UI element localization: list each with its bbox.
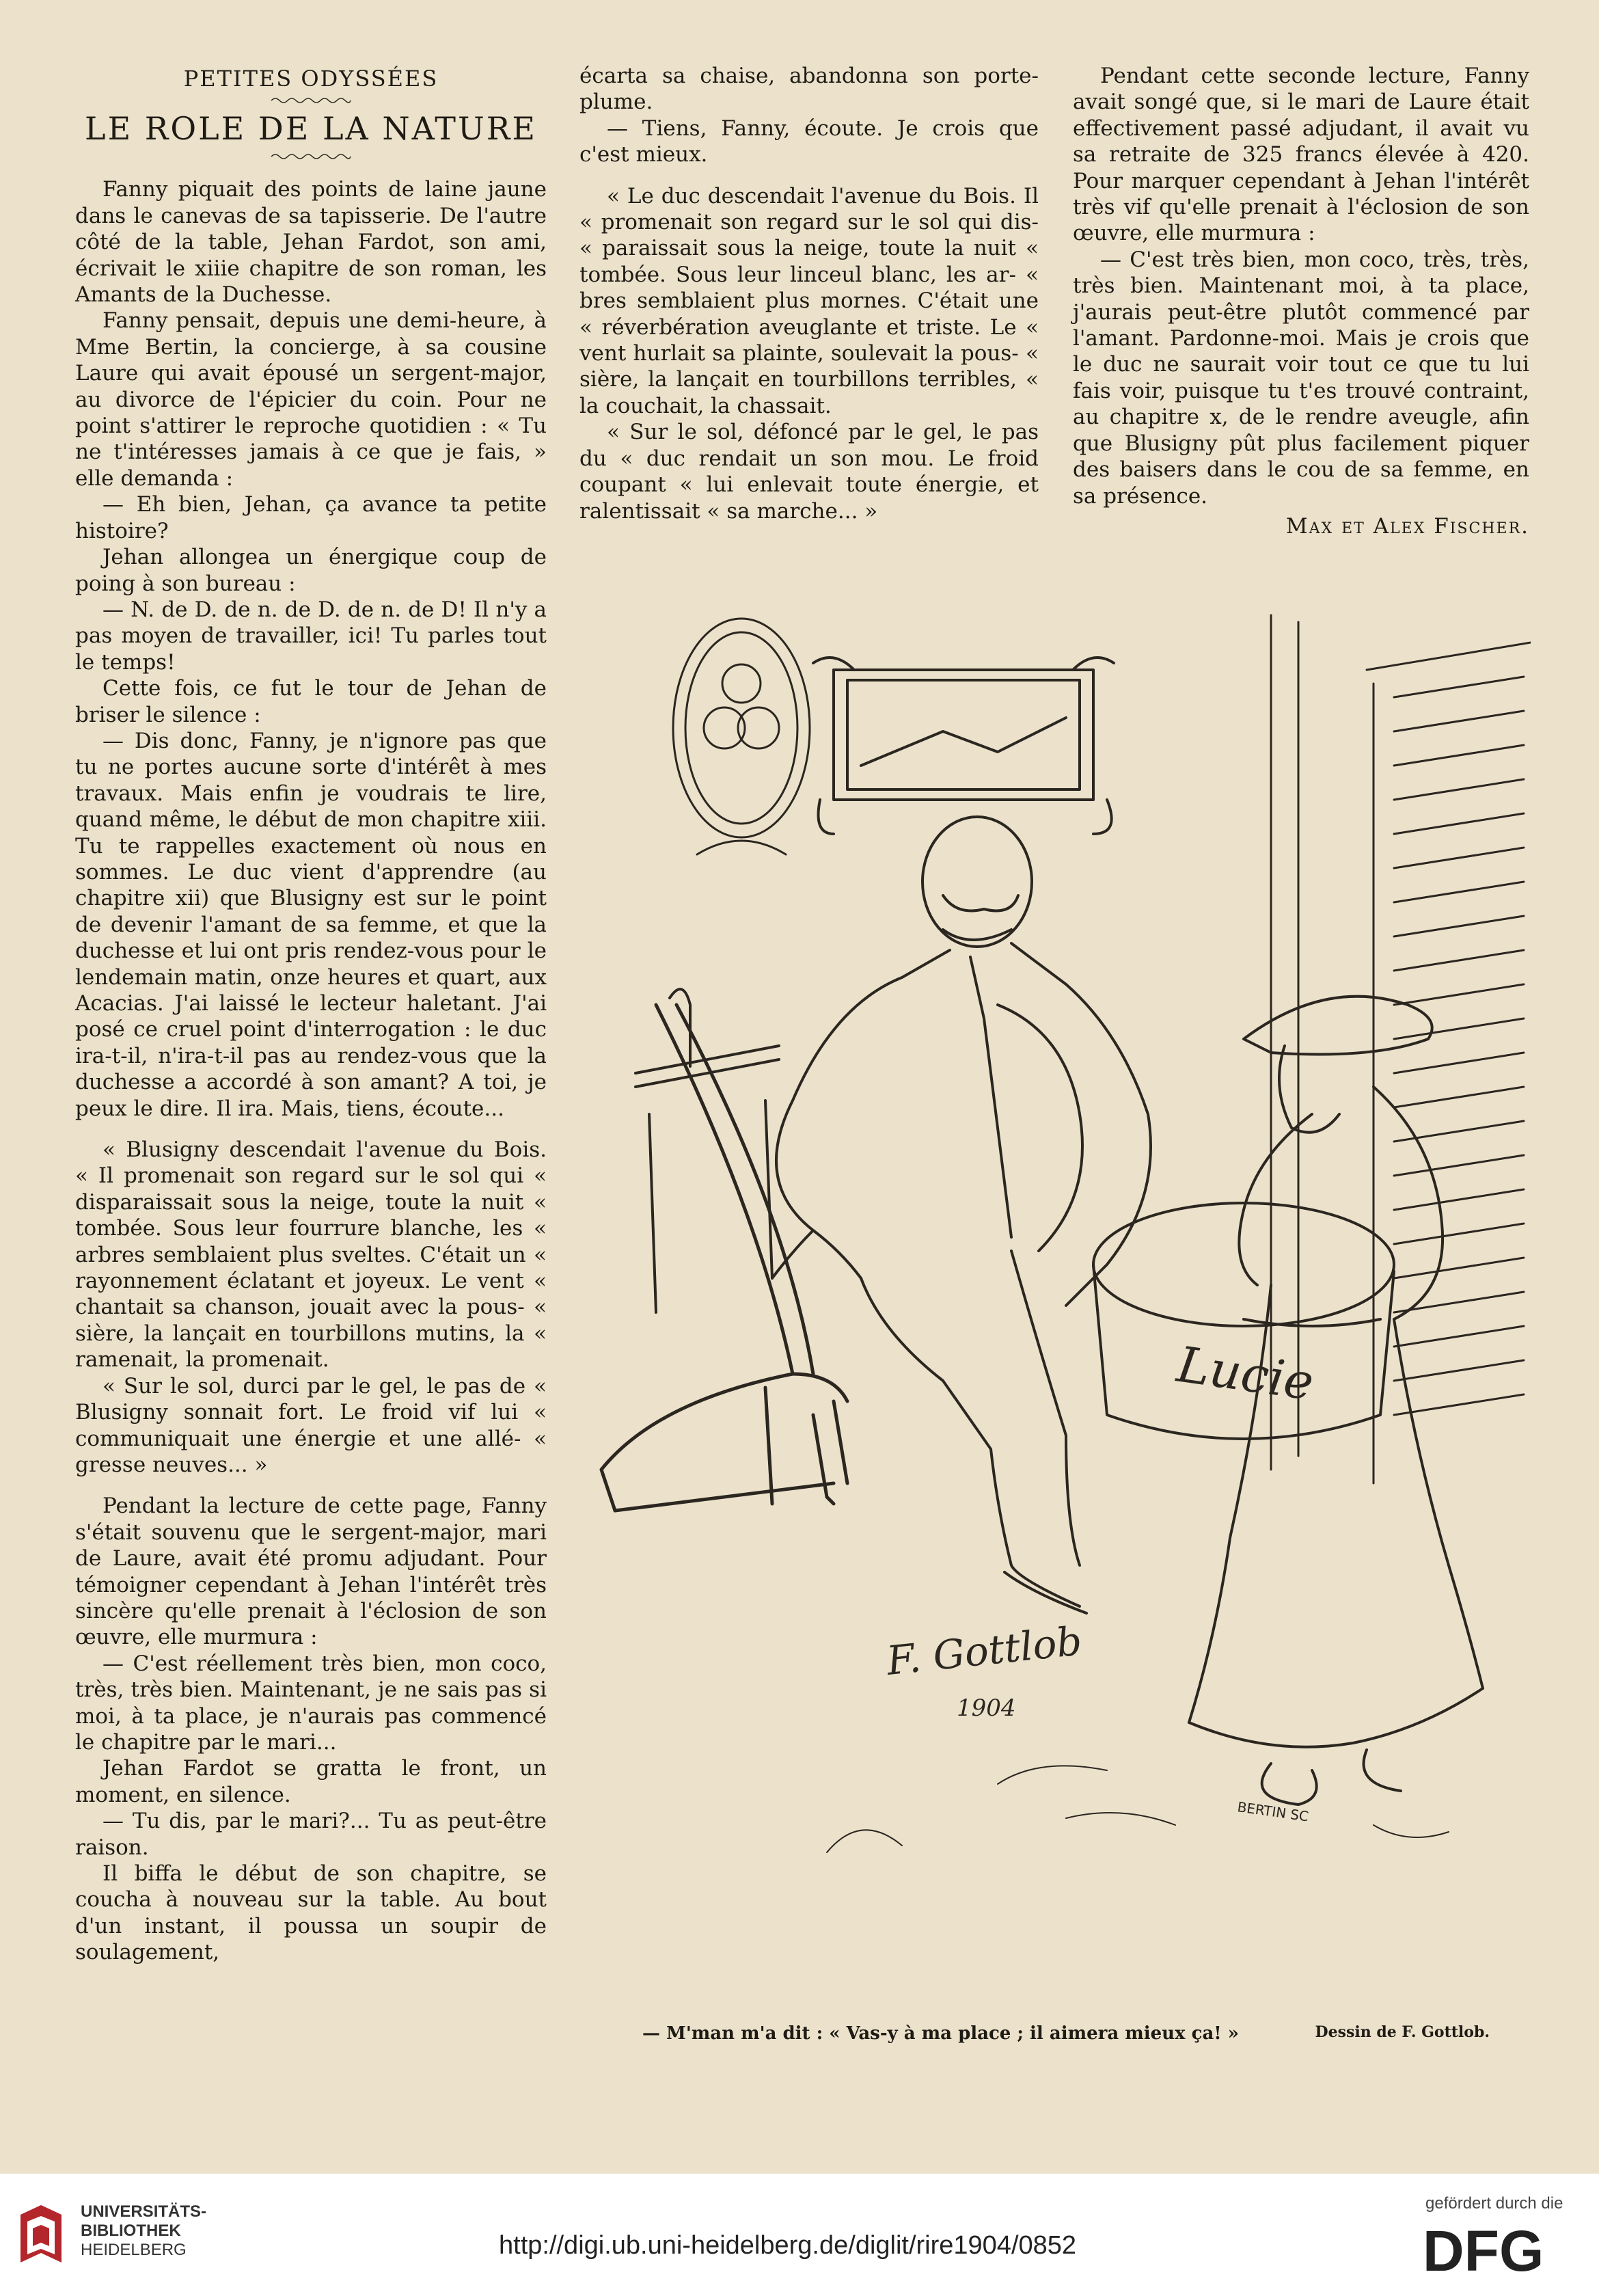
article-headline: LE ROLE DE LA NATURE bbox=[85, 110, 537, 148]
text-column-3 bbox=[1073, 63, 1529, 539]
library-line-1: UNIVERSITÄTS- bbox=[81, 2202, 207, 2221]
library-line-2: BIBLIOTHEK bbox=[81, 2221, 181, 2240]
ornament-divider bbox=[270, 152, 352, 161]
paragraph: — C'est très bien, mon coco, très, très, très bien. Maintenant moi, à ta place, j'aurais peut-être plutôt commencé par l'amant. Pardonne-moi. Mais je crois que le duc ne saurait voir tout ce que tu lui fais voir, puisque tu t'es trouvé contraint, au chapitre x, de le rendre aveugle, afin que Blusigny pût plus facilement piquer des baisers dans le cou de sa femme, en sa présence. bbox=[1073, 247, 1529, 509]
author-signature: Max et Alex Fischer. bbox=[1285, 513, 1529, 539]
box-label: Lucie bbox=[1173, 1335, 1317, 1412]
text-column-2 bbox=[579, 63, 1039, 524]
library-line-3: HEIDELBERG bbox=[81, 2241, 187, 2259]
paragraph: Jehan Fardot se gratta le front, un moment, en silence. bbox=[75, 1756, 547, 1807]
paragraph: — Tu dis, par le mari?... Tu as peut-être raison. bbox=[75, 1809, 547, 1860]
chair bbox=[601, 1005, 847, 1511]
table bbox=[636, 989, 779, 1312]
paragraph: écarta sa chaise, abandonna son porte-plume. bbox=[579, 64, 1039, 115]
hat-box bbox=[1093, 1203, 1394, 1439]
framed-picture bbox=[813, 658, 1114, 834]
paragraph: — Eh bien, Jehan, ça avance ta petite histoire? bbox=[75, 492, 547, 543]
paragraph: Il biffa le début de son chapitre, se coucha à nouveau sur la table. Au bout d'un instant, il poussa un soupir de soulagement, bbox=[75, 1861, 547, 1965]
cartoon-illustration bbox=[588, 595, 1531, 1866]
paragraph: Jehan allongea un énergique coup de poing à son bureau : bbox=[75, 545, 547, 596]
text-column-1 bbox=[75, 66, 547, 1966]
footer-bar bbox=[0, 2174, 1599, 2296]
funder-name: DFG bbox=[1423, 2223, 1544, 2278]
permalink-url[interactable]: http://digi.ub.uni-heidelberg.de/diglit/rire1904/0852 bbox=[499, 2231, 1077, 2260]
oval-portrait bbox=[673, 619, 810, 854]
paragraph: — C'est réellement très bien, mon coco, très, très bien. Maintenant, je ne sais pas si moi, à ta place, je n'aurais pas commencé le chapitre par le mari... bbox=[75, 1651, 547, 1755]
university-library-logo-icon bbox=[14, 2201, 68, 2269]
paragraph: — N. de D. de n. de D. de n. de D! Il n'y a pas moyen de travailler, ici! Tu parles tout le temps! bbox=[75, 597, 547, 675]
paragraph: Pendant la lecture de cette page, Fanny s'était souvenu que le sergent-major, mari de Laure, avait été promu adjudant. Pour témoigner cependant à Jehan l'intérêt très sincère qu'elle prenait à l'éclosion de son œuvre, elle murmura : bbox=[75, 1494, 547, 1650]
library-name bbox=[81, 2202, 206, 2260]
paragraph: Cette fois, ce fut le tour de Jehan de briser le silence : bbox=[75, 676, 547, 727]
paragraph: Fanny pensait, depuis une demi-heure, à Mme Bertin, la concierge, à sa cousine Laure qui avait épousé un sergent-major, au divorce de l'épicier du coin. Pour ne point s'attirer le reproche quotidien : « Tu ne t'intéresses jamais à ce que je fais, » elle demanda : bbox=[75, 308, 547, 491]
paragraph: — Tiens, Fanny, écoute. Je crois que c'est mieux. bbox=[579, 116, 1039, 167]
quoted-paragraph: « Blusigny descendait l'avenue du Bois. « Il promenait son regard sur le sol qui « disparaissait sous la neige, toute la nuit « tombée. Sous leur fourrure blanche, les « arbres semblaient plus sveltes. C'était un « rayonnement éclatant et joyeux. Le vent « chantait sa chanson, jouait avec la pous- « sière, la lançait en tourbillons mutins, la « ramenait, la promenait. bbox=[75, 1137, 547, 1373]
paragraph: Fanny piquait des points de laine jaune dans le canevas de sa tapisserie. De l'autre côté de la table, Jehan Fardot, son ami, écrivait le xiiie chapitre de son roman, les Amants de la Duchesse. bbox=[75, 177, 547, 308]
paragraph: Pendant cette seconde lecture, Fanny avait songé que, si le mari de Laure était effectivement passé adjudant, il avait vu sa retraite de 325 francs élevée à 420. Pour marquer cependant à Jehan l'intérêt très vif qu'elle prenait à l'éclosion de son œuvre, elle murmura : bbox=[1073, 64, 1529, 246]
illustration-credit: Dessin de F. Gottlob. bbox=[1315, 2023, 1490, 2041]
floor-lines bbox=[827, 1766, 1449, 1852]
paragraph: — Dis donc, Fanny, je n'ignore pas que tu ne portes aucune sorte d'intérêt à mes travaux. Mais enfin je voudrais te lire, quand même, le début de mon chapitre xiii. Tu te rappelles exactement où nous en sommes. Le duc vient d'apprendre (au chapitre xii) que Blusigny est sur le point de devenir l'amant de sa femme, et que la duchesse et lui ont pris rendez-vous pour le lendemain matin, onze heures et quart, aux Acacias. J'ai laissé le lecteur haletant. J'ai posé ce cruel point d'interrogation : le duc ira-t-il, n'ira-t-il pas au rendez-vous que la duchesse a accordé à son amant? A toi, je peux le dire. Il ira. Mais, tiens, écoute... bbox=[75, 728, 547, 1121]
artist-signature: F. Gottlob bbox=[884, 1617, 1084, 1684]
man-figure bbox=[772, 817, 1151, 1613]
signature-year: 1904 bbox=[957, 1694, 1016, 1722]
section-kicker: PETITES ODYSSÉES bbox=[183, 66, 439, 92]
funding-label: gefördert durch die bbox=[1425, 2194, 1563, 2213]
dfg-logo-icon bbox=[1423, 2223, 1559, 2278]
quoted-paragraph: « Sur le sol, durci par le gel, le pas de « Blusigny sonnait fort. Le froid vif lui « communiquait une énergie et une allé- « gresse neuves... » bbox=[75, 1373, 547, 1477]
illustration-caption-row bbox=[642, 2023, 1531, 2044]
quoted-paragraph: « Sur le sol, défoncé par le gel, le pas du « duc rendait un son mou. Le froid coupant « lui enlevait toute énergie, et ralentissait « sa marche... » bbox=[579, 420, 1039, 524]
quoted-paragraph: « Le duc descendait l'avenue du Bois. Il « promenait son regard sur le sol qui dis- « paraissait sous la neige, toute la nuit « tombée. Sous leur linceul blanc, les ar- « bres semblaient plus mornes. C'était une « réverbération aveuglante et triste. Le « vent hurlait sa plainte, soulevait la pous- « sière, la lançait en tourbillons terribles, « la couchait, la chassait. bbox=[579, 183, 1039, 418]
ornament-divider bbox=[270, 96, 352, 105]
illustration-caption: — M'man m'a dit : « Vas-y à ma place ; il aimera mieux ça! » bbox=[642, 2023, 1240, 2044]
printer-mark: BERTIN SC bbox=[1236, 1798, 1310, 1825]
